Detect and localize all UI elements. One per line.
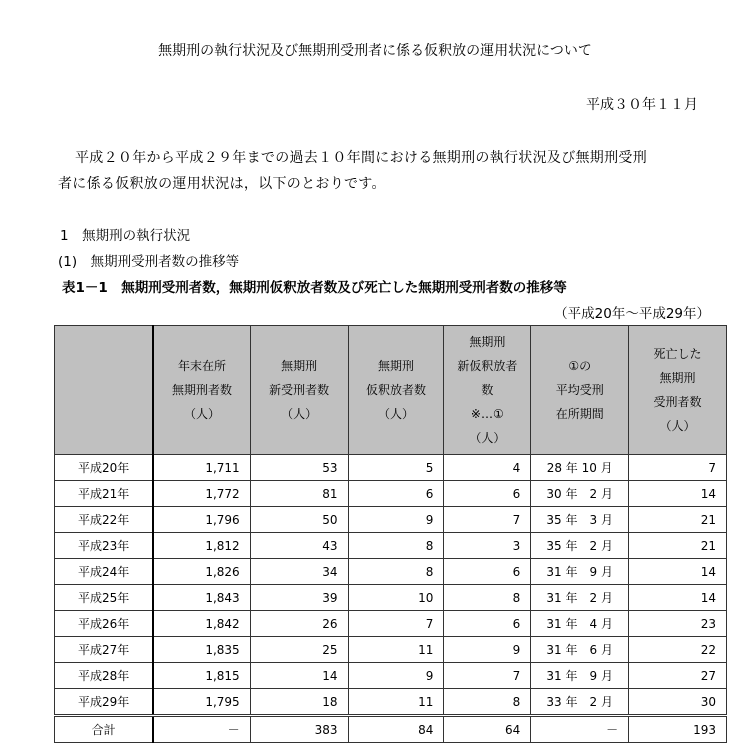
table-row <box>55 533 727 559</box>
cell: 7 <box>444 663 531 689</box>
row-label: 平成23年 <box>55 533 154 559</box>
column-header-line: 無期刑者数 <box>171 383 232 397</box>
cell: 31 年 9 月 <box>531 663 629 689</box>
cell: 1,843 <box>153 585 250 611</box>
row-label: 合計 <box>55 716 154 743</box>
column-header-line: 受刑者数 <box>653 395 702 409</box>
cell: 27 <box>629 663 727 689</box>
cell: 26 <box>250 611 348 637</box>
cell: 4 <box>444 455 531 481</box>
intro-paragraph-line1: 平成２０年から平成２９年までの過去１０年間における無期刑の執行状況及び無期刑受刑 <box>75 150 647 166</box>
column-header <box>629 326 727 455</box>
cell: 34 <box>250 559 348 585</box>
cell: 14 <box>629 585 727 611</box>
cell: 8 <box>444 689 531 716</box>
cell: 1,812 <box>153 533 250 559</box>
cell: 50 <box>250 507 348 533</box>
table-row <box>55 481 727 507</box>
row-label: 平成25年 <box>55 585 154 611</box>
table-row <box>55 455 727 481</box>
cell: 1,796 <box>153 507 250 533</box>
cell: 25 <box>250 637 348 663</box>
cell: 6 <box>348 481 444 507</box>
table-header-row <box>55 326 727 455</box>
cell: 30 <box>629 689 727 716</box>
cell: 9 <box>348 507 444 533</box>
column-header-line: （人） <box>281 407 318 421</box>
cell: 1,842 <box>153 611 250 637</box>
column-header-line: 新仮釈放者 <box>457 359 518 373</box>
cell: 28 年 10 月 <box>531 455 629 481</box>
cell: 43 <box>250 533 348 559</box>
header-blank <box>55 326 154 455</box>
cell: 35 年 2 月 <box>531 533 629 559</box>
intro-paragraph-line2: 者に係る仮釈放の運用状況は，以下のとおりです。 <box>58 176 386 192</box>
column-header-line: 無期刑 <box>469 335 506 349</box>
column-header-line: （人） <box>659 419 696 433</box>
table-row <box>55 663 727 689</box>
cell: 35 年 3 月 <box>531 507 629 533</box>
cell: 5 <box>348 455 444 481</box>
row-label: 平成26年 <box>55 611 154 637</box>
cell: 14 <box>629 481 727 507</box>
column-header-line: 在所期間 <box>555 407 604 421</box>
cell: 10 <box>348 585 444 611</box>
cell: 21 <box>629 533 727 559</box>
column-header-line: 無期刑 <box>281 359 318 373</box>
column-header-line: 無期刑 <box>377 359 414 373</box>
cell: 11 <box>348 689 444 716</box>
cell: 1,772 <box>153 481 250 507</box>
cell: 8 <box>444 585 531 611</box>
cell: 31 年 2 月 <box>531 585 629 611</box>
cell: 383 <box>250 716 348 743</box>
data-table <box>54 325 727 743</box>
row-label: 平成28年 <box>55 663 154 689</box>
section-heading: 1 無期刑の執行状況 <box>60 228 191 244</box>
cell: 7 <box>348 611 444 637</box>
row-label: 平成20年 <box>55 455 154 481</box>
cell: － <box>153 716 250 743</box>
table-row <box>55 585 727 611</box>
column-header-line: （人） <box>469 431 506 445</box>
cell: 9 <box>444 637 531 663</box>
cell: 31 年 9 月 <box>531 559 629 585</box>
document-date: 平成３０年１１月 <box>586 97 698 113</box>
row-label: 平成29年 <box>55 689 154 716</box>
column-header-line: 平均受刑 <box>555 383 604 397</box>
column-header-line: （人） <box>377 407 414 421</box>
row-label: 平成21年 <box>55 481 154 507</box>
table-row <box>55 611 727 637</box>
cell: 14 <box>629 559 727 585</box>
cell: 23 <box>629 611 727 637</box>
cell: 193 <box>629 716 727 743</box>
cell: 33 年 2 月 <box>531 689 629 716</box>
table-row <box>55 507 727 533</box>
column-header-line: ①の <box>568 359 592 373</box>
cell: 9 <box>348 663 444 689</box>
column-header-line: 仮釈放者数 <box>365 383 426 397</box>
row-label: 平成24年 <box>55 559 154 585</box>
column-header <box>531 326 629 455</box>
column-header-line: （人） <box>183 407 220 421</box>
cell: 84 <box>348 716 444 743</box>
cell: 6 <box>444 559 531 585</box>
cell: 1,795 <box>153 689 250 716</box>
cell: 6 <box>444 481 531 507</box>
column-header <box>153 326 250 455</box>
column-header <box>348 326 444 455</box>
cell: 11 <box>348 637 444 663</box>
column-header-line: 無期刑 <box>659 371 696 385</box>
cell: 7 <box>629 455 727 481</box>
column-header-line: 数 <box>481 383 494 397</box>
subsection-heading: (1) 無期刑受刑者数の推移等 <box>58 254 240 270</box>
cell: 31 年 4 月 <box>531 611 629 637</box>
cell: 8 <box>348 533 444 559</box>
row-label: 平成27年 <box>55 637 154 663</box>
cell: 1,711 <box>153 455 250 481</box>
cell: 7 <box>444 507 531 533</box>
cell: 14 <box>250 663 348 689</box>
column-header <box>250 326 348 455</box>
cell: 1,815 <box>153 663 250 689</box>
cell: － <box>531 716 629 743</box>
column-header-line: 死亡した <box>653 347 702 361</box>
cell: 1,826 <box>153 559 250 585</box>
column-header-line: ※…① <box>470 407 504 421</box>
table-row <box>55 559 727 585</box>
cell: 64 <box>444 716 531 743</box>
cell: 81 <box>250 481 348 507</box>
column-header-line: 年末在所 <box>177 359 226 373</box>
table-range: （平成20年～平成29年） <box>554 306 710 322</box>
cell: 8 <box>348 559 444 585</box>
cell: 3 <box>444 533 531 559</box>
table-caption: 表1－1 無期刑受刑者数，無期刑仮釈放者数及び死亡した無期刑受刑者数の推移等 <box>62 280 567 296</box>
cell: 1,835 <box>153 637 250 663</box>
cell: 18 <box>250 689 348 716</box>
cell: 30 年 2 月 <box>531 481 629 507</box>
cell: 6 <box>444 611 531 637</box>
cell: 22 <box>629 637 727 663</box>
cell: 39 <box>250 585 348 611</box>
table-total-row <box>55 716 727 743</box>
row-label: 平成22年 <box>55 507 154 533</box>
table-row <box>55 689 727 716</box>
document-title: 無期刑の執行状況及び無期刑受刑者に係る仮釈放の運用状況について <box>158 43 592 59</box>
cell: 31 年 6 月 <box>531 637 629 663</box>
cell: 21 <box>629 507 727 533</box>
column-header <box>444 326 531 455</box>
cell: 53 <box>250 455 348 481</box>
column-header-line: 新受刑者数 <box>269 383 330 397</box>
table-row <box>55 637 727 663</box>
